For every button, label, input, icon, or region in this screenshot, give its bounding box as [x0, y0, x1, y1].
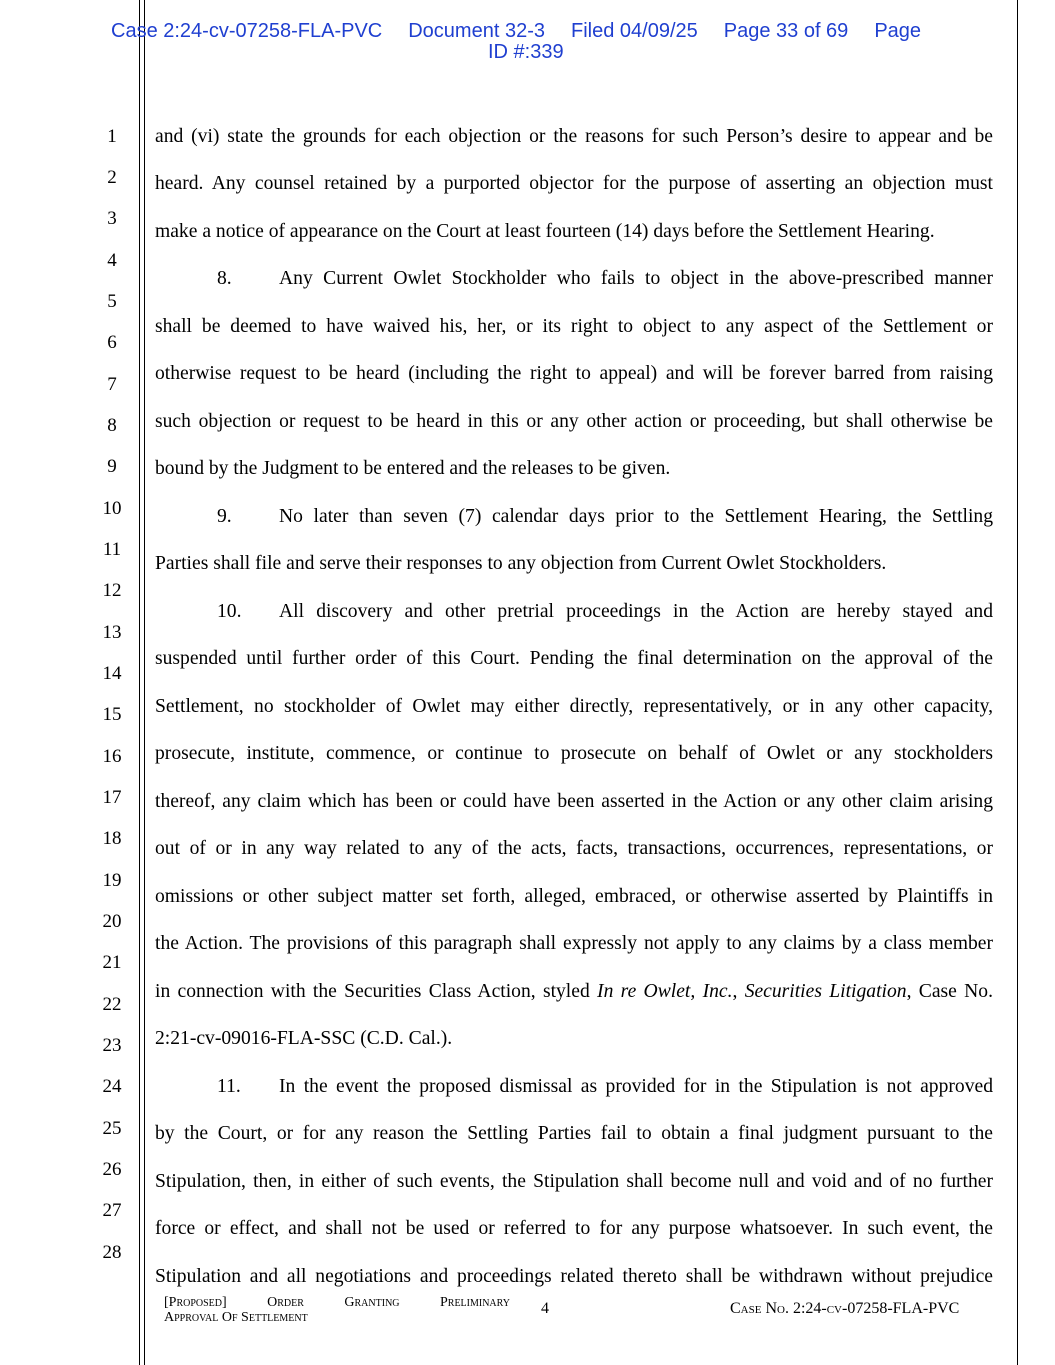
- line-number: 5: [107, 291, 117, 312]
- footer-title-line: [Proposed] Order Granting Preliminary: [164, 1295, 510, 1310]
- line-number: 20: [102, 911, 122, 932]
- line-number: 16: [102, 746, 122, 767]
- footer-title-line: Approval Of Settlement: [164, 1310, 308, 1325]
- header-document: Document 32-3: [408, 20, 545, 42]
- line-number: 3: [107, 208, 117, 229]
- body-line: shall be deemed to have waived his, her, or its right to object to any aspect of the Settlement or: [155, 316, 993, 337]
- body-line: such objection or request to be heard in this or any other action or proceeding, but shall otherwise be: [155, 411, 993, 432]
- body-line: 2:21-cv-09016-FLA-SSC (C.D. Cal.).: [155, 1028, 453, 1049]
- paragraph-number: 11.: [217, 1076, 241, 1097]
- case-name-italic: Securities Litigation: [744, 981, 907, 1002]
- line-number: 19: [102, 870, 122, 891]
- body-text-segment: ,: [732, 981, 745, 1002]
- body-line: thereof, any claim which has been or could have been asserted in the Action or any other claim arising: [155, 791, 993, 812]
- body-line: and (vi) state the grounds for each objection or the reasons for such Person’s desire to appear and be: [155, 126, 993, 147]
- body-line: otherwise request to be heard (including the right to appeal) and will be forever barred from raising: [155, 363, 993, 384]
- line-number: 2: [107, 167, 117, 188]
- header-filed-date: Filed 04/09/25: [570, 20, 698, 42]
- body-line: Stipulation, then, in either of such events, the Stipulation shall become null and void and of no further: [155, 1171, 993, 1192]
- body-line: force or effect, and shall not be used or referred to for any purpose whatsoever. In such event, the: [155, 1218, 993, 1239]
- paragraph-9-first-line: [155, 504, 993, 530]
- body-line-text: In the event the proposed dismissal as provided for in the Stipulation is not approved: [279, 1076, 993, 1097]
- left-margin-rule-inner: [144, 0, 145, 1365]
- paragraph-number: 8.: [217, 268, 232, 289]
- line-number: 11: [102, 539, 122, 560]
- line-number: 10: [102, 498, 122, 519]
- line-number: 8: [107, 415, 117, 436]
- body-text-segment: in connection with the Securities Class Action, styled: [155, 981, 598, 1002]
- body-line: Parties shall file and serve their responses to any objection from Current Owlet Stockholders.: [155, 553, 887, 574]
- paragraph-number: 10.: [217, 601, 242, 622]
- body-line: omissions or other subject matter set forth, alleged, embraced, or otherwise asserted by Plaintiffs in: [155, 886, 993, 907]
- body-line: by the Court, or for any reason the Settling Parties fail to obtain a final judgment pursuant to the: [155, 1123, 993, 1144]
- body-line: Stipulation and all negotiations and proceedings related thereto shall be withdrawn without prejudice: [155, 1266, 993, 1287]
- body-line: out of or in any way related to any of the acts, facts, transactions, occurrences, representations, or: [155, 838, 993, 859]
- line-number: 27: [102, 1200, 122, 1221]
- header-page-count: Page 33 of 69: [723, 20, 849, 42]
- header-page-word: Page: [874, 20, 922, 42]
- line-number: 28: [102, 1242, 122, 1263]
- header-case-number: Case 2:24-cv-07258-FLA-PVC: [111, 20, 383, 42]
- left-margin-rule-outer: [139, 0, 140, 1365]
- paragraph-10-first-line: [155, 599, 993, 625]
- footer-case-number: Case No. 2:24-cv-07258-FLA-PVC: [730, 1300, 960, 1317]
- body-text-segment: , Case No.: [906, 981, 993, 1002]
- line-number: 22: [102, 994, 122, 1015]
- line-number: 6: [107, 332, 117, 353]
- line-number: 15: [102, 704, 122, 725]
- footer-document-title: [164, 1295, 510, 1325]
- line-number: 26: [102, 1159, 122, 1180]
- line-number: 13: [102, 622, 122, 643]
- line-number: 9: [107, 456, 117, 477]
- line-number: 17: [102, 787, 122, 808]
- paragraph-11-first-line: [155, 1074, 993, 1100]
- body-line-text: Any Current Owlet Stockholder who fails to object in the above-prescribed manner: [279, 268, 993, 289]
- body-line: make a notice of appearance on the Court at least fourteen (14) days before the Settlement Hearing.: [155, 221, 935, 242]
- paragraph-8-first-line: [155, 266, 993, 292]
- footer-page-number: 4: [541, 1300, 549, 1317]
- body-line-text: All discovery and other pretrial proceedings in the Action are hereby stayed and: [279, 601, 993, 622]
- line-number: 7: [107, 374, 117, 395]
- line-number: 18: [102, 828, 122, 849]
- line-number: 21: [102, 952, 122, 973]
- paragraph-number: 9.: [217, 506, 232, 527]
- header-page-id: ID #:339: [488, 41, 564, 63]
- body-line: the Action. The provisions of this paragraph shall expressly not apply to any claims by a class member: [155, 933, 993, 954]
- line-number: 23: [102, 1035, 122, 1056]
- ecf-header: [111, 20, 947, 43]
- body-line-with-citation: [155, 979, 993, 1005]
- body-line-text: No later than seven (7) calendar days prior to the Settlement Hearing, the Settling: [279, 506, 993, 527]
- body-line: Settlement, no stockholder of Owlet may either directly, representatively, or in any other capacity,: [155, 696, 993, 717]
- body-line: prosecute, institute, commence, or continue to prosecute on behalf of Owlet or any stockholders: [155, 743, 993, 764]
- body-line: suspended until further order of this Court. Pending the final determination on the approval of the: [155, 648, 993, 669]
- line-number: 4: [107, 250, 117, 271]
- case-name-italic: In re Owlet, Inc.: [597, 981, 733, 1002]
- line-number: 25: [102, 1118, 122, 1139]
- line-number: 24: [102, 1076, 122, 1097]
- body-line: heard. Any counsel retained by a purported objector for the purpose of asserting an objection must: [155, 173, 993, 194]
- body-line: bound by the Judgment to be entered and the releases to be given.: [155, 458, 671, 479]
- line-number: 1: [107, 126, 117, 147]
- line-number: 12: [102, 580, 122, 601]
- line-number: 14: [102, 663, 122, 684]
- right-margin-rule: [1017, 0, 1018, 1365]
